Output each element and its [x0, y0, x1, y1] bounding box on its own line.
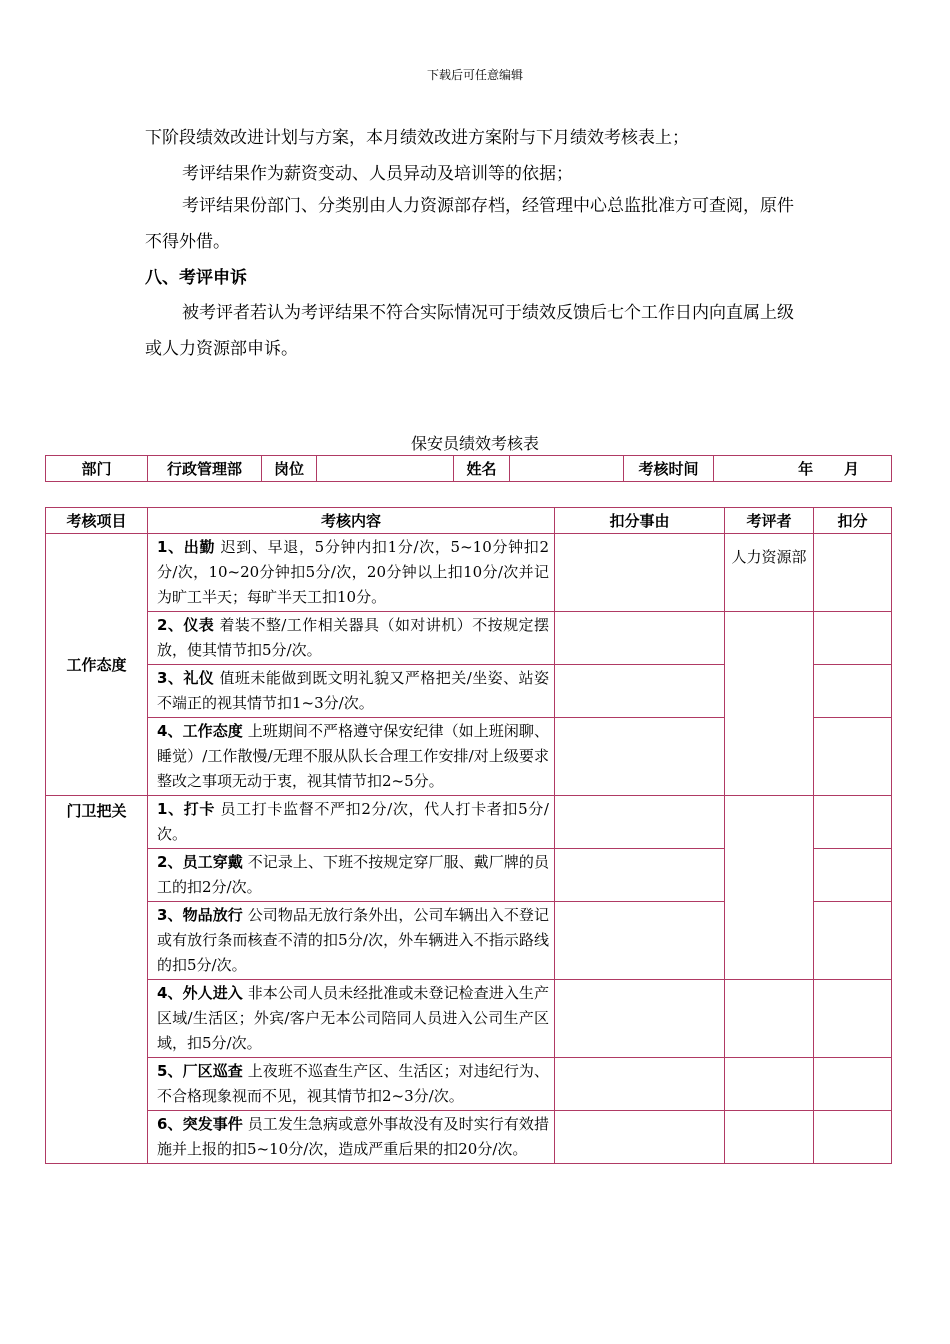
group-gate-control: 门卫把关	[46, 796, 148, 1164]
table-row	[46, 612, 892, 665]
reason-cell[interactable]	[555, 534, 725, 612]
table-header-row	[46, 508, 892, 534]
deduction-cell[interactable]	[814, 1058, 892, 1111]
deduction-cell[interactable]	[814, 665, 892, 718]
reason-cell[interactable]	[555, 796, 725, 849]
deduction-cell[interactable]	[814, 534, 892, 612]
item-content: 3、物品放行 公司物品无放行条外出，公司车辆出入不登记或有放行条而核查不清的扣5分/次，外车辆进入不指示路线的扣5分/次。	[148, 902, 555, 980]
info-table	[45, 455, 892, 482]
item-content: 1、出勤 迟到、早退，5分钟内扣1分/次，5~10分钟扣2分/次，10~20分钟扣5分/次，20分钟以上扣10分/次并记为旷工半天；每旷半天工扣10分。	[148, 534, 555, 612]
name-value	[510, 456, 624, 482]
reviewer-cell	[725, 1058, 814, 1111]
time-label: 考核时间	[624, 456, 714, 482]
item-content: 6、突发事件 员工发生急病或意外事故没有及时实行有效措施并上报的扣5~10分/次，造成严重后果的扣20分/次。	[148, 1111, 555, 1164]
post-label: 岗位	[262, 456, 317, 482]
deduction-cell[interactable]	[814, 612, 892, 665]
reason-cell[interactable]	[555, 902, 725, 980]
item-content: 5、厂区巡查 上夜班不巡查生产区、生活区；对违纪行为、不合格现象视而不见，视其情节扣2~3分/次。	[148, 1058, 555, 1111]
dept-value: 行政管理部	[148, 456, 262, 482]
deduction-cell[interactable]	[814, 718, 892, 796]
reason-cell[interactable]	[555, 665, 725, 718]
reason-cell[interactable]	[555, 849, 725, 902]
header-note: 下载后可任意编辑	[426, 68, 523, 82]
table-row	[46, 980, 892, 1058]
time-value: 年 月	[714, 456, 892, 482]
reviewer-cell: 人力资源部	[725, 534, 814, 612]
table-row	[46, 796, 892, 849]
table-row	[46, 534, 892, 612]
reason-cell[interactable]	[555, 718, 725, 796]
dept-label: 部门	[46, 456, 148, 482]
group-work-attitude: 工作态度	[46, 534, 148, 796]
deduction-cell[interactable]	[814, 849, 892, 902]
reviewer-cell	[725, 612, 814, 796]
deduction-cell[interactable]	[814, 902, 892, 980]
item-content: 2、员工穿戴 不记录上、下班不按规定穿厂服、戴厂牌的员工的扣2分/次。	[148, 849, 555, 902]
reason-cell[interactable]	[555, 1058, 725, 1111]
item-content: 2、仪表 着装不整/工作相关器具（如对讲机）不按规定摆放，使其情节扣5分/次。	[148, 612, 555, 665]
header-project: 考核项目	[46, 508, 148, 534]
item-content: 3、礼仪 值班未能做到既文明礼貌又严格把关/坐姿、站姿不端正的视其情节扣1~3分/次。	[148, 665, 555, 718]
header-reason: 扣分事由	[555, 508, 725, 534]
reason-cell[interactable]	[555, 1111, 725, 1164]
deduction-cell[interactable]	[814, 796, 892, 849]
reviewer-cell	[725, 980, 814, 1058]
evaluation-table	[45, 507, 892, 1164]
paragraph-appeal: 被考评者若认为考评结果不符合实际情况可于绩效反馈后七个工作日内向直属上级或人力资源部申诉。	[145, 303, 794, 359]
deduction-cell[interactable]	[814, 980, 892, 1058]
table-row	[46, 1111, 892, 1164]
deduction-cell[interactable]	[814, 1111, 892, 1164]
name-label: 姓名	[454, 456, 510, 482]
header-deduction: 扣分	[814, 508, 892, 534]
header-reviewer: 考评者	[725, 508, 814, 534]
reason-cell[interactable]	[555, 612, 725, 665]
paragraph-improvement-plan: 下阶段绩效改进计划与方案，本月绩效改进方案附与下月绩效考核表上；	[145, 128, 689, 148]
section-title-appeal: 八、考评申诉	[145, 268, 247, 288]
reason-cell[interactable]	[555, 980, 725, 1058]
table-title: 保安员绩效考核表	[410, 434, 539, 453]
reviewer-cell	[725, 1111, 814, 1164]
item-content: 4、外人进入 非本公司人员未经批准或未登记检查进入生产区域/生活区；外宾/客户无本公司陪同人员进入公司生产区域，扣5分/次。	[148, 980, 555, 1058]
post-value	[317, 456, 454, 482]
header-content: 考核内容	[148, 508, 555, 534]
reviewer-cell	[725, 796, 814, 980]
item-content: 4、工作态度 上班期间不严格遵守保安纪律（如上班闲聊、睡觉）/工作散慢/无理不服从队长合理工作安排/对上级要求整改之事项无动于衷，视其情节扣2~5分。	[148, 718, 555, 796]
item-content: 1、打卡 员工打卡监督不严扣2分/次，代人打卡者扣5分/次。	[148, 796, 555, 849]
paragraph-result-usage: 考评结果作为薪资变动、人员异动及培训等的依据；	[182, 164, 573, 184]
table-row	[46, 1058, 892, 1111]
paragraph-archive: 考评结果份部门、分类别由人力资源部存档，经管理中心总监批准方可查阅，原件不得外借。	[145, 196, 794, 252]
